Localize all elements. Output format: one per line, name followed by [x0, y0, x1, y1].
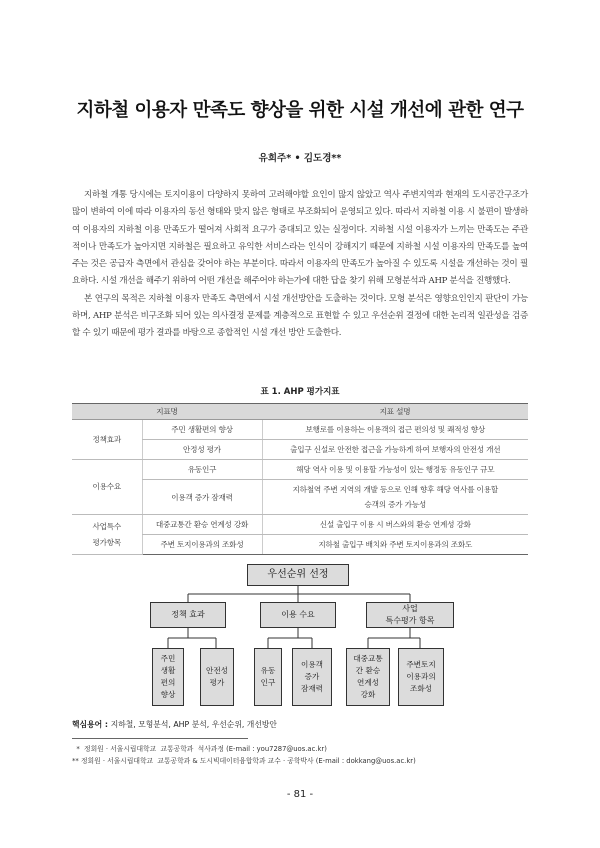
diagram-level2-node: 대중교통 간 환승 연계성 강화	[346, 648, 390, 706]
diagram-root-node: 우선순위 선정	[247, 564, 349, 586]
index-name-cell: 주변 토지이용과의 조화성	[142, 535, 262, 555]
table-caption: 표 1. AHP 평가지표	[260, 387, 340, 397]
index-name-cell: 이용객 증가 잠재력	[142, 480, 262, 515]
index-name-cell: 주민 생활편의 향상	[142, 420, 262, 440]
diagram-level1-node: 이용 수요	[260, 602, 336, 628]
diagram-level1-node: 사업 특수평가 항목	[366, 602, 454, 628]
category-cell: 이용수요	[72, 460, 142, 515]
index-desc-cell	[262, 480, 528, 515]
header-index-name: 지표명	[72, 404, 262, 420]
index-name-cell: 유동인구	[142, 460, 262, 480]
index-desc-cell: 출입구 신설로 안전한 접근을 가능하게 하여 보행자의 안전성 개선	[262, 440, 528, 460]
diagram-level2-node: 주변토지 이용과의 조화성	[398, 648, 444, 706]
keywords	[72, 719, 277, 730]
ahp-index-table	[72, 403, 528, 555]
table-row	[72, 515, 528, 535]
table-row	[72, 420, 528, 440]
footnote: ** 정회원 · 서울시립대학교 교통공학과 & 도시빅데이터융합학과 교수 · 공학박사 (E-mail : dokkang@uos.ac.kr)	[72, 757, 416, 765]
hierarchy-diagram	[140, 562, 460, 712]
abstract-paragraph: 지하철 개통 당시에는 토지이용이 다양하지 못하여 고려해야할 요인이 많지 않았고 역사 주변지역과 현재의 도시공간구조가 많이 변하여 이에 따라 이용자의 동선 형태와 맞지 않은 형태로 부조화되어 운영되고 있다. 따라서 지하철 이용 시 불편이 발생하여 이용자의 지하철 이용 만족도가 떨어져 사회적 요구가 증대되고 있는 실정이다. 지하철 시설 이용자가 느끼는 만족도는 주관적이나 만족도가 높아지면 지하철은 필요하고 유익한 서비스라는 인식이 강해지기 때문에 지하철 시설 이용자의 만족도를 높여주는 것은 공급자 측면에서 관심을 갖어야 하는 부분이다. 따라서 이용자의 만족도가 높아질 수 있도록 시설을 개선하는 것이 필요하다. 시설 개선을 해주기 위하여 어떤 개선을 해주어야 하는가에 대한 답을 찾기 위해 모형분석과 AHP 분석을 진행했다.	[72, 190, 528, 287]
footnotes	[72, 743, 528, 767]
keywords-text: 지하철, 모형분석, AHP 분석, 우선순위, 개선방안	[110, 720, 277, 729]
authors: 유희주* • 김도경**	[258, 153, 342, 164]
index-desc-cell: 해당 역사 이용 및 이용할 가능성이 있는 행정동 유동인구 규모	[262, 460, 528, 480]
abstract	[72, 187, 528, 343]
keywords-label: 핵심용어 :	[72, 720, 111, 729]
diagram-level1-node: 정책 효과	[150, 602, 226, 628]
category-cell	[72, 515, 142, 555]
index-desc-cell: 지하철 출입구 배치와 주변 토지이용과의 조화도	[262, 535, 528, 555]
footnote-divider	[72, 738, 248, 739]
page-number: - 81 -	[286, 789, 314, 800]
diagram-level2-node: 안전성 평가	[200, 648, 234, 706]
index-desc-line: 승객의 증가 가능성	[364, 500, 426, 509]
header-index-desc: 지표 설명	[262, 404, 528, 420]
paper-title: 지하철 이용자 만족도 향상을 위한 시설 개선에 관한 연구	[76, 100, 524, 121]
index-desc-line: 지하철역 주변 지역의 개발 등으로 인해 향후 해당 역사를 이용할	[292, 485, 498, 494]
table-header-row	[72, 404, 528, 420]
category-line: 사업특수	[92, 521, 122, 531]
category-cell: 정책효과	[72, 420, 142, 460]
diagram-level2-node: 주민 생활 편의 향상	[152, 648, 184, 706]
footnote: * 정회원 · 서울시립대학교 교통공학과 석사과정 (E-mail : you7287@uos.ac.kr)	[72, 745, 327, 753]
diagram-level2-node: 유동 인구	[254, 648, 282, 706]
table-row	[72, 460, 528, 480]
abstract-paragraph: 본 연구의 목적은 지하철 이용자 만족도 측면에서 시설 개선방안을 도출하는 것이다. 모형 분석은 영향요인인지 판단이 가능하며, AHP 분석은 비구조화 되어 있는 의사결정 문제를 계층적으로 표현할 수 있고 우선순위 결정에 대한 논리적 일관성을 검증할 수 있기 때문에 평가 결과를 바탕으로 종합적인 시설 개선 방안 도출한다.	[72, 293, 528, 339]
index-desc-cell: 보행로를 이용하는 이용객의 접근 편의성 및 쾌적성 향상	[262, 420, 528, 440]
index-name-cell: 대중교통간 환승 연계성 강화	[142, 515, 262, 535]
index-name-cell: 안정성 평가	[142, 440, 262, 460]
diagram-level2-node: 이용객 증가 잠재력	[292, 648, 332, 706]
index-desc-cell: 신설 출입구 이용 시 버스와의 환승 연계성 강화	[262, 515, 528, 535]
category-line: 평가항목	[92, 537, 122, 547]
